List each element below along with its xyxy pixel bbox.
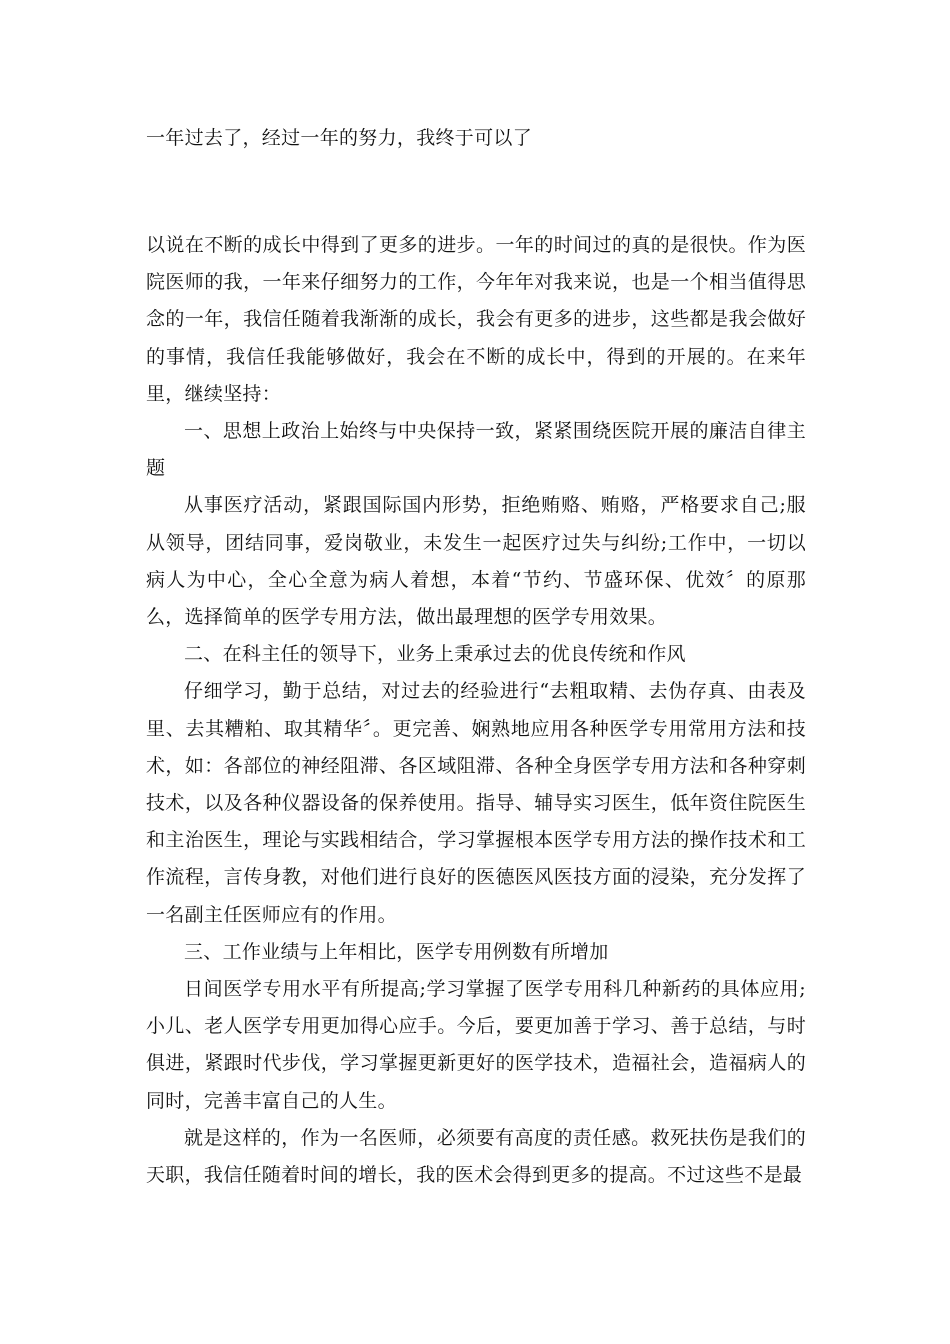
paragraph-section-2: 仔细学习，勤于总结，对过去的经验进行“去粗取精、去伪存真、由表及里、去其糟粕、取其精华〞。更完善、娴熟地应用各种医学专用常用方法和技术，如：各部位的神经阻滞、各区域阻滞、各种全身医学专用方法和各种穿刺技术，以及各种仪器设备的保养使用。指导、辅导实习医生，低年资住院医生和主治医生，理论与实践相结合，学习掌握根本医学专用方法的操作技术和工作流程，言传身教，对他们进行良好的医德医风医技方面的浸染，充分发挥了一名副主任医师应有的作用。 — [146, 680, 806, 926]
paragraph-section-3: 日间医学专用水平有所提高;学习掌握了医学专用科几种新药的具体应用;小儿、老人医学专用更加得心应手。今后，要更加善于学习、善于总结，与时俱进，紧跟时代步伐，学习掌握更新更好的医学技术，造福社会，造福病人的同时，完善丰富自己的人生。 — [146, 978, 806, 1112]
section-heading-3: 三、工作业绩与上年相比，医学专用例数有所增加 — [184, 940, 609, 963]
paragraph-closing: 就是这样的，作为一名医师，必须要有高度的责任感。救死扶伤是我们的天职，我信任随着时间的增长，我的医术会得到更多的提高。不过这些不是最 — [146, 1126, 806, 1187]
paragraph-section-1: 从事医疗活动，紧跟国际国内形势，拒绝贿赂、贿赂，严格要求自己;服从领导，团结同事，爱岗敬业，未发生一起医疗过失与纠纷;工作中，一切以病人为中心，全心全意为病人着想，本着“节约、节盛环保、优效〞的原那么，选择简单的医学专用方法，做出最理想的医学专用效果。 — [146, 494, 806, 629]
section-heading-1: 一、思想上政治上始终与中央保持一致，紧紧围绕医院开展的廉洁自律主题 — [146, 420, 806, 480]
paragraph-intro: 以说在不断的成长中得到了更多的进步。一年的时间过的真的是很快。作为医院医师的我，一年来仔细努力的工作，今年年对我来说，也是一个相当值得思念的一年，我信任随着我渐渐的成长，我会有更多的进步，这些都是我会做好的事情，我信任我能够做好，我会在不断的成长中，得到的开展的。在来年里，继续坚持： — [146, 234, 806, 405]
body-text — [146, 227, 806, 1194]
first-line-text: 一年过去了，经过一年的努力，我终于可以了 — [146, 127, 533, 149]
section-heading-2: 二、在科主任的领导下，业务上秉承过去的优良传统和作风 — [184, 643, 686, 666]
